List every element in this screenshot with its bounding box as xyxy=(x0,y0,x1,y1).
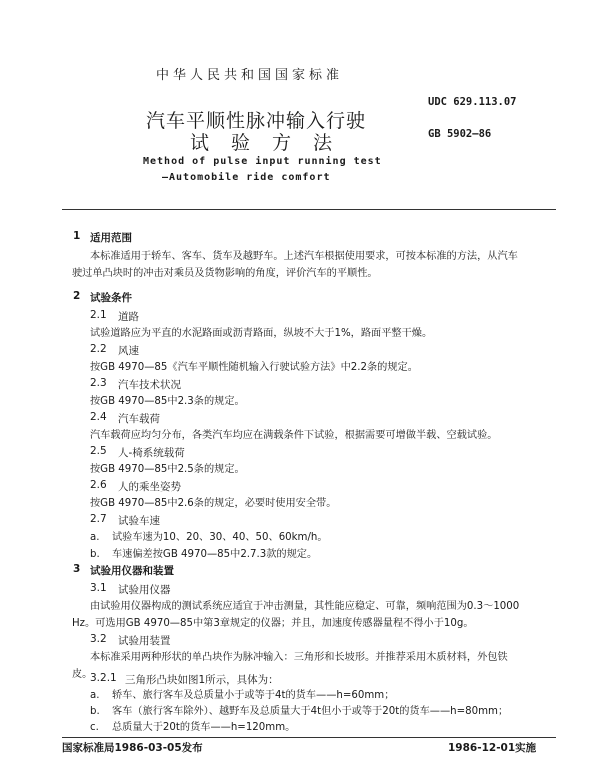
section-3-number: 3 xyxy=(73,563,81,575)
title-cn-line1: 汽车平顺性脉冲输入行驶 xyxy=(146,110,367,132)
s21-num: 2.1 xyxy=(90,309,107,321)
s25-text: 按GB 4970—85中2.5条的规定。 xyxy=(90,464,245,475)
s26-num: 2.6 xyxy=(90,479,107,491)
footer-issued: 国家标准局1986-03-05发布 xyxy=(62,742,203,754)
section-3-title: 试验用仪器和装置 xyxy=(90,565,174,577)
header-rule xyxy=(62,209,556,210)
s321-a-label: a. xyxy=(90,690,100,701)
s321-c-text: 总质量大于20t的货车——h=120mm。 xyxy=(112,722,296,733)
s24-title: 汽车载荷 xyxy=(118,413,160,425)
s23-text: 按GB 4970—85中2.3条的规定。 xyxy=(90,396,245,407)
s27-a-label: a. xyxy=(90,532,100,543)
s24-num: 2.4 xyxy=(90,411,107,423)
standard-type: 中华人民共和国国家标准 xyxy=(156,68,344,83)
title-en-line1: Method of pulse input running test xyxy=(143,156,382,167)
s23-num: 2.3 xyxy=(90,377,107,389)
s27-b-text: 车速偏差按GB 4970—85中2.7.3款的规定。 xyxy=(112,549,318,560)
s27-b-label: b. xyxy=(90,549,100,560)
section-1-number: 1 xyxy=(73,230,81,242)
s321-c-label: c. xyxy=(90,722,99,733)
s27-a-text: 试验车速为10、20、30、40、50、60km/h。 xyxy=(112,532,328,543)
s321-num: 3.2.1 xyxy=(90,672,117,684)
s31-text-line1: 由试验用仪器构成的测试系统应适宜于冲击测量，其性能应稳定、可靠，频响范围为0.3～1000 xyxy=(90,601,520,612)
s22-text: 按GB 4970—85《汽车平顺性随机输入行驶试验方法》中2.2条的规定。 xyxy=(90,362,418,373)
s32-text-line2: 皮。 xyxy=(72,669,93,680)
footer-effective: 1986-12-01实施 xyxy=(448,742,537,754)
s21-title: 道路 xyxy=(118,311,139,323)
s31-title: 试验用仪器 xyxy=(118,584,171,596)
title-en-line2: —Automobile ride comfort xyxy=(162,172,331,183)
s22-title: 风速 xyxy=(118,345,139,357)
s24-text: 汽车载荷应均匀分布，各类汽车均应在满载条件下试验，根据需要可增做半载、空载试验。 xyxy=(90,430,498,441)
footer-rule xyxy=(62,737,556,738)
gb-code: GB 5902—86 xyxy=(428,128,492,140)
s31-num: 3.1 xyxy=(90,582,107,594)
s32-num: 3.2 xyxy=(90,633,107,645)
s321-b-label: b. xyxy=(90,706,100,717)
section-2-number: 2 xyxy=(73,290,81,302)
s32-text-line1: 本标准采用两种形状的单凸块作为脉冲输入：三角形和长坡形。并推荐采用木质材料，外包铁 xyxy=(90,652,508,663)
udc-code: UDC 629.113.07 xyxy=(428,96,517,108)
s25-num: 2.5 xyxy=(90,445,107,457)
section-1-para-line1: 本标准适用于轿车、客车、货车及越野车。上述汽车根据使用要求，可按本标准的方法，从汽车 xyxy=(90,251,518,262)
s23-title: 汽车技术状况 xyxy=(118,379,181,391)
s21-text: 试验道路应为平直的水泥路面或沥青路面，纵坡不大于1%，路面平整干燥。 xyxy=(90,328,433,339)
title-cn-line2: 试验方法 xyxy=(190,132,355,154)
s321-b-text: 客车（旅行客车除外）、越野车及总质量大于4t但小于或等于20t的货车——h=80mm； xyxy=(112,706,509,717)
section-2-title: 试验条件 xyxy=(90,292,132,304)
s27-num: 2.7 xyxy=(90,513,107,525)
s321-text: 三角形凸块如图1所示，具体为： xyxy=(125,674,279,686)
s22-num: 2.2 xyxy=(90,343,107,355)
s31-text-line2: Hz。可选用GB 4970—85中第3章规定的仪器；并且，加速度传感器量程不得小于10g。 xyxy=(72,618,474,629)
s25-title: 人-椅系统载荷 xyxy=(118,447,185,459)
s32-title: 试验用装置 xyxy=(118,635,171,647)
section-1-para-line2: 驶过单凸块时的冲击对乘员及货物影响的角度，评价汽车的平顺性。 xyxy=(72,268,378,279)
section-1-title: 适用范围 xyxy=(90,232,132,244)
s26-text: 按GB 4970—85中2.6条的规定，必要时使用安全带。 xyxy=(90,498,337,509)
s27-title: 试验车速 xyxy=(118,515,160,527)
s26-title: 人的乘坐姿势 xyxy=(118,481,181,493)
s321-a-text: 轿车、旅行客车及总质量小于或等于4t的货车——h=60mm； xyxy=(112,690,395,701)
